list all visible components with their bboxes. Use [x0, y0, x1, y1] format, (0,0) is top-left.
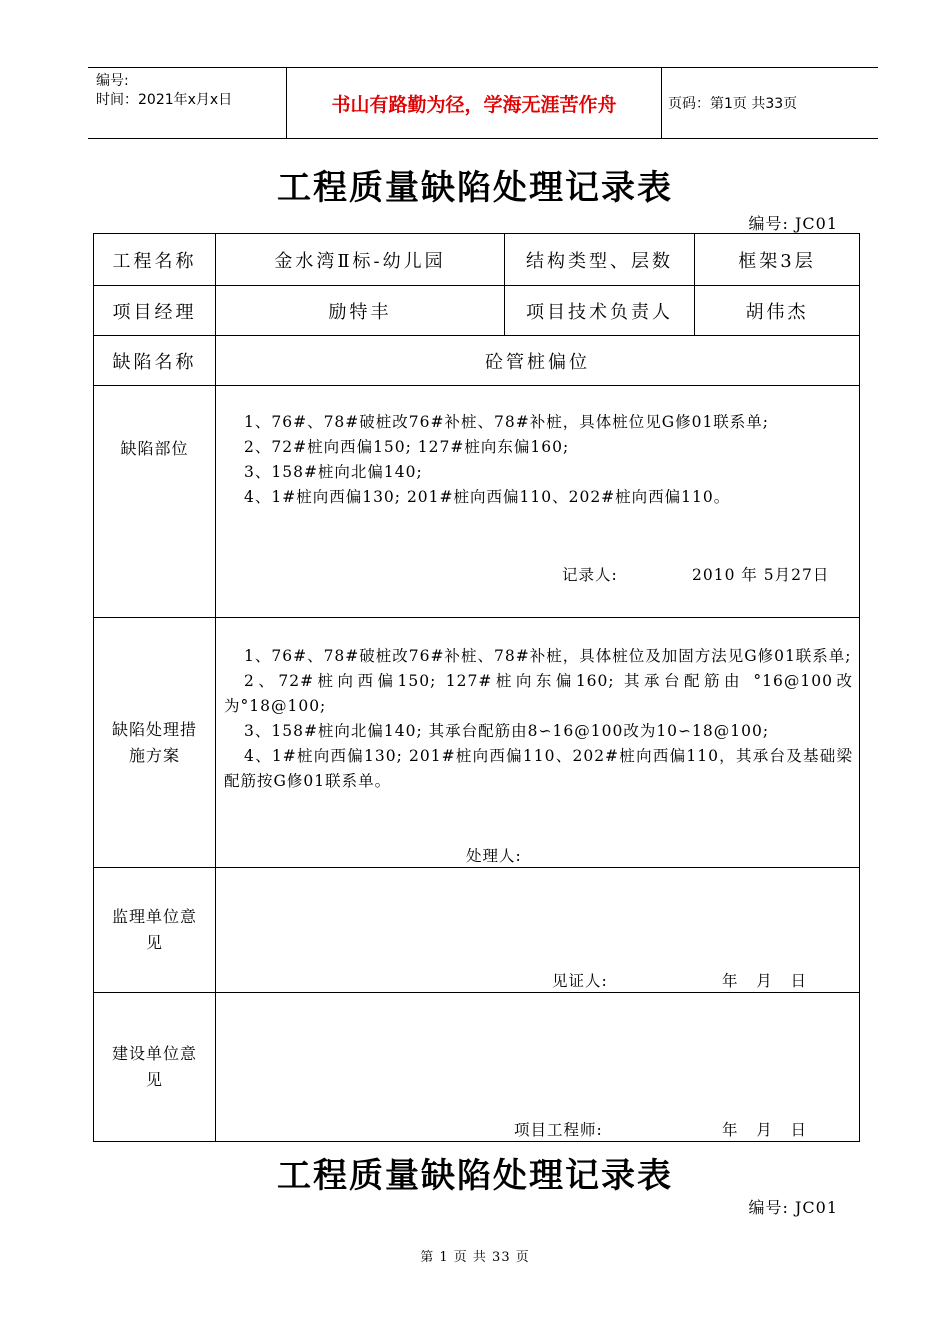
manager-value: 励特丰 [216, 286, 505, 336]
location-list [244, 410, 853, 510]
witness-label: 见证人: [552, 972, 608, 990]
measure-label-line: 施方案 [128, 745, 180, 765]
supervision-label-line: 见 [145, 933, 163, 952]
tech-value: 胡伟杰 [695, 286, 860, 336]
page-header [88, 67, 878, 139]
header-meta [88, 68, 286, 138]
document-title-repeat: 工程质量缺陷处理记录表 [277, 1156, 673, 1196]
supervision-cell [216, 868, 860, 993]
recorder-date: 2010 年 5月27日 [692, 566, 830, 584]
header-motto: 书山有路勤为径，学海无涯苦作舟 [286, 68, 662, 138]
defect-name-value: 砼管桩偏位 [216, 336, 860, 386]
supervision-label-cell [94, 868, 216, 993]
engineer-label: 项目工程师: [514, 1121, 603, 1139]
location-line: 1、76#、78#破桩改76#补桩、78#补桩，具体桩位见G修01联系单; [244, 413, 770, 431]
engineer-date: 年 月 日 [722, 1121, 808, 1139]
manager-label: 项目经理 [94, 286, 216, 336]
measure-label-cell [94, 618, 216, 868]
project-name-value: 金水湾Ⅱ标-幼儿园 [216, 234, 505, 286]
location-line: 3、158#桩向北偏140; [244, 463, 423, 481]
recorder-label: 记录人: [562, 566, 618, 584]
measure-list [224, 644, 853, 794]
document-title: 工程质量缺陷处理记录表 [277, 168, 673, 208]
location-label: 缺陷部位 [120, 439, 189, 458]
handler-label: 处理人: [466, 847, 522, 865]
measure-cell [216, 618, 860, 868]
project-name-label: 工程名称 [94, 234, 216, 286]
measure-paragraph: 2、72#桩向西偏150; 127#桩向东偏160; 其承台配筋由 °16@100改为°18@100; [224, 672, 853, 715]
defect-name-label: 缺陷名称 [94, 336, 216, 386]
supervision-label-line: 监理单位意 [111, 907, 197, 926]
structure-value: 框架3层 [695, 234, 860, 286]
owner-label-line: 建设单位意 [111, 1044, 197, 1063]
measure-label-line: 缺陷处理措 [111, 719, 197, 739]
measure-paragraph: 4、1#桩向西偏130; 201#桩向西偏110、202#桩向西偏110，其承台及基础梁配筋按G修01联系单。 [224, 747, 853, 790]
location-cell [216, 386, 860, 618]
header-number: 编号: [96, 73, 129, 89]
document-code-repeat: 编号: JC01 [748, 1198, 838, 1217]
tech-label: 项目技术负责人 [505, 286, 695, 336]
owner-label-line: 见 [145, 1070, 163, 1089]
owner-cell [216, 993, 860, 1142]
defect-record-table [93, 233, 860, 1142]
location-label-cell [94, 386, 216, 618]
header-time: 时间：2021年x月x日 [96, 92, 233, 108]
location-line: 2、72#桩向西偏150; 127#桩向东偏160; [244, 438, 570, 456]
witness-date: 年 月 日 [722, 972, 808, 990]
location-line: 4、1#桩向西偏130; 201#桩向西偏110、202#桩向西偏110。 [244, 488, 731, 506]
measure-paragraph: 3、158#桩向北偏140; 其承台配筋由8∽16@100改为10∽18@100; [244, 722, 770, 740]
header-page-label: 页码：第1页 共33页 [668, 96, 798, 112]
structure-label: 结构类型、层数 [505, 234, 695, 286]
measure-paragraph: 1、76#、78#破桩改76#补桩、78#补桩，具体桩位及加固方法见G修01联系单; [244, 647, 852, 665]
owner-label-cell [94, 993, 216, 1142]
document-code: 编号: JC01 [748, 214, 838, 233]
page-footer: 第 1 页 共 33 页 [420, 1250, 530, 1265]
